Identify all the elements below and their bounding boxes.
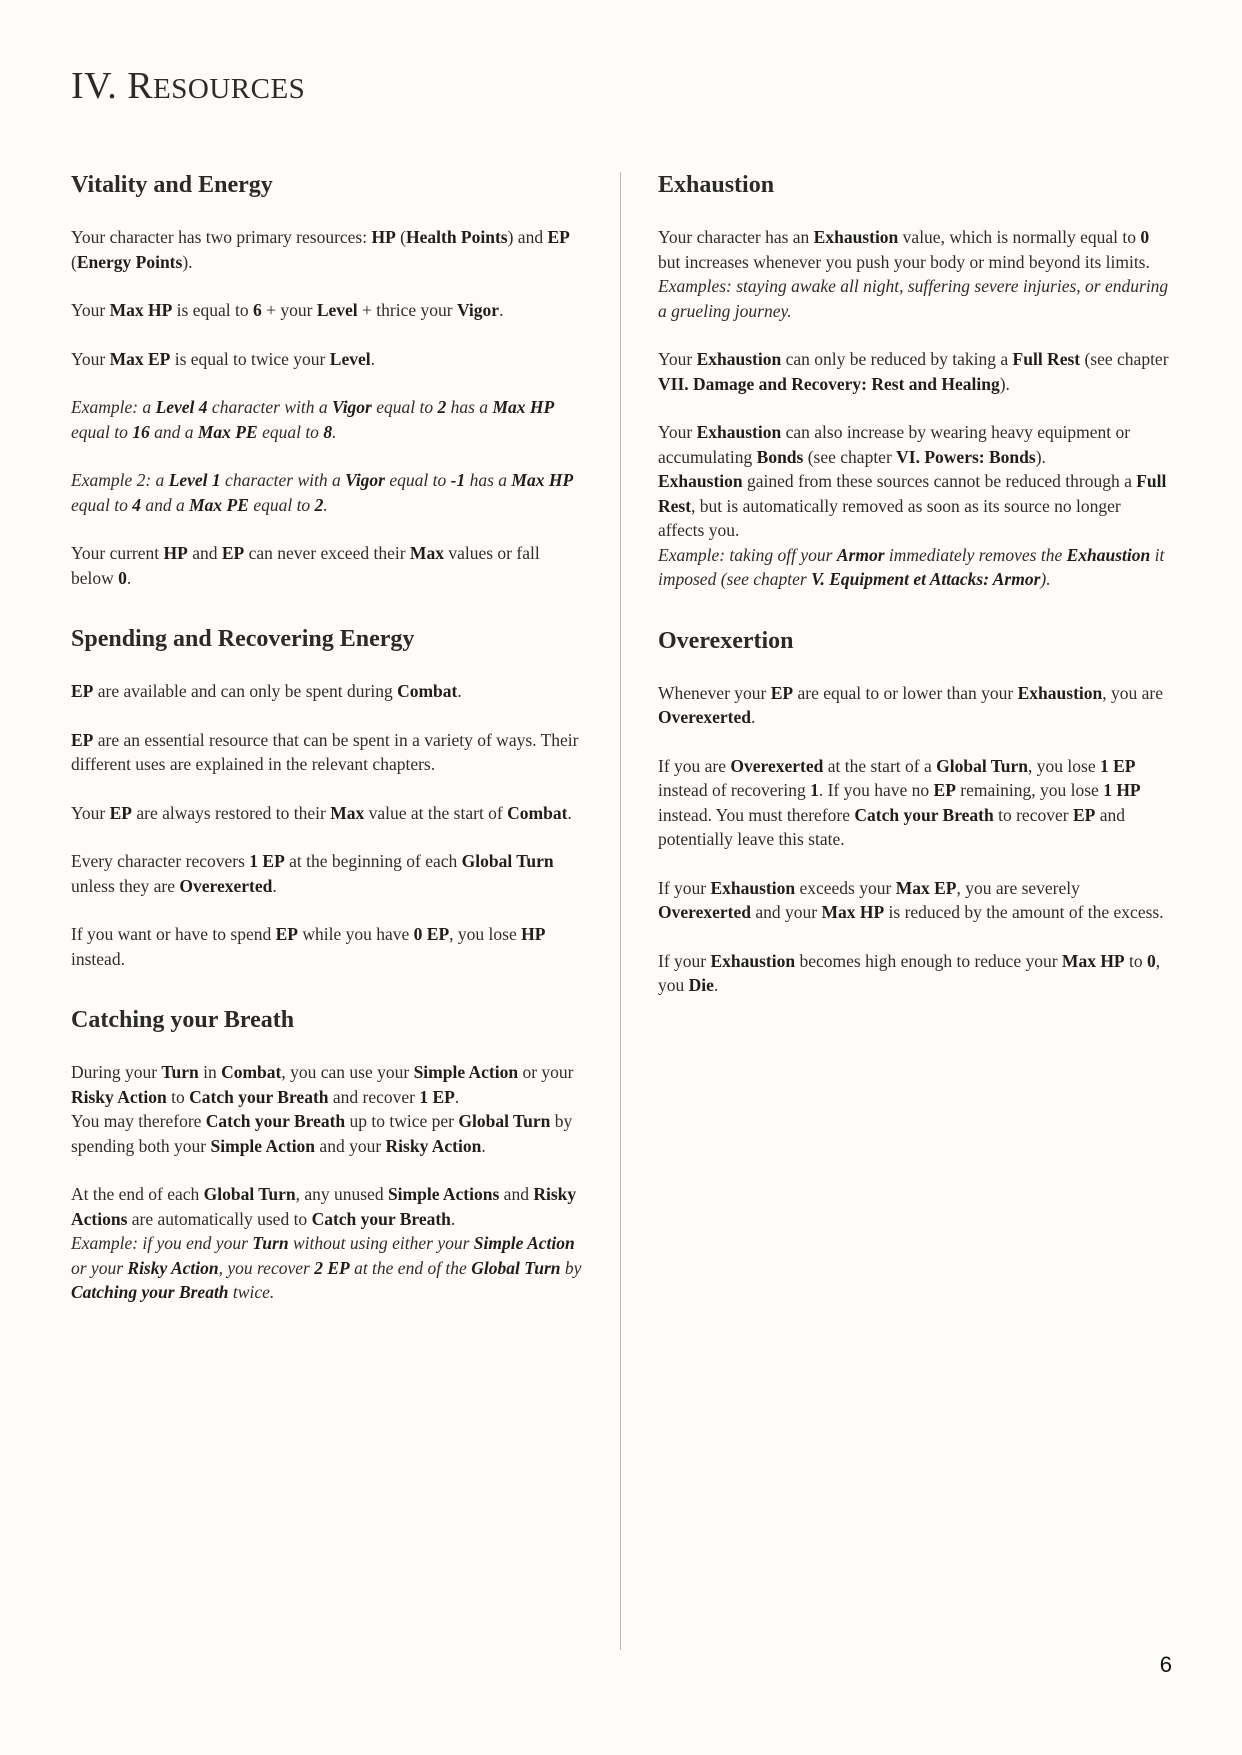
paragraph: Exhaustion gained from these sources cannot be reduced through a Full Rest, but is automatically removed as soon as its source no longer affects you.: [658, 471, 1167, 540]
section-vitality-and-energy: [71, 172, 583, 590]
paragraph: EP are available and can only be spent during Combat.: [71, 681, 462, 701]
page-title: [71, 64, 305, 108]
page-title-initial: IV. R: [71, 65, 154, 107]
example-text: Examples: staying awake all night, suffering severe injuries, or enduring a grueling journey.: [658, 276, 1169, 321]
paragraph: Your EP are always restored to their Max value at the start of Combat.: [71, 802, 572, 823]
example-paragraph: Example: taking off your Armor immediately removes the Exhaustion it imposed (see chapter V. Equipment et Attacks: Armor).: [658, 544, 1165, 589]
left-column: [71, 172, 583, 1341]
paragraph: If your Exhaustion exceeds your Max EP, you are severely Overexerted and your Max HP is reduced by the amount of the excess.: [658, 877, 1164, 922]
paragraph: Your Max EP is equal to twice your Level.: [71, 348, 375, 369]
section-exhaustion: [658, 172, 1170, 592]
paragraph: At the end of each Global Turn, any unused Simple Actions and Risky Actions are automatically used to Catch your Breath.: [71, 1184, 577, 1229]
paragraph: If your Exhaustion becomes high enough to reduce your Max HP to 0, you Die.: [658, 950, 1161, 995]
paragraph: Your character has two primary resources: HP (Health Points) and EP (Energy Points).: [71, 227, 570, 272]
section-heading: Spending and Recovering Energy: [71, 626, 415, 652]
paragraph: During your Turn in Combat, you can use your Simple Action or your Risky Action to Catch your Breath and recover 1 EP.: [71, 1062, 574, 1107]
page-title-rest: ESOURCES: [153, 73, 306, 105]
paragraph: If you want or have to spend EP while you have 0 EP, you lose HP instead.: [71, 924, 546, 969]
paragraph: If you are Overexerted at the start of a Global Turn, you lose 1 EP instead of recovering 1. If you have no EP remaining, you lose 1 HP instead. You must therefore Catch your Breath to recover EP and potentially leave this state.: [658, 755, 1141, 849]
paragraph: You may therefore Catch your Breath up to twice per Global Turn by spending both your Simple Action and your Risky Action.: [71, 1111, 573, 1156]
paragraph: Your Exhaustion can also increase by wearing heavy equipment or accumulating Bonds (see chapter VI. Powers: Bonds).: [658, 422, 1131, 467]
section-spending-and-recovering-energy: [71, 626, 583, 971]
page-number: 6: [1159, 1652, 1172, 1677]
example-paragraph: Example: if you end your Turn without using either your Simple Action or your Risky Action, you recover 2 EP at the end of the Global Turn by Catching your Breath twice.: [71, 1233, 582, 1302]
section-catching-your-breath: [71, 1007, 583, 1305]
paragraph: Your character has an Exhaustion value, which is normally equal to 0 but increases whenever you push your body or mind beyond its limits. Examples: staying awake all night, suffering severe injuries, or enduring a grueling journey.: [658, 227, 1169, 321]
paragraph: Your Exhaustion can only be reduced by taking a Full Rest (see chapter VII. Damage and Recovery: Rest and Healing).: [658, 349, 1169, 394]
section-heading: Overexertion: [658, 627, 794, 654]
section-heading: Catching your Breath: [71, 1007, 295, 1033]
paragraph: Your Max HP is equal to 6 + your Level + thrice your Vigor.: [71, 300, 504, 320]
section-heading: Exhaustion: [658, 172, 775, 198]
section-overexertion: [658, 628, 1170, 998]
section-heading: Vitality and Energy: [71, 172, 273, 198]
example-paragraph: Example 2: a Level 1 character with a Vigor equal to -1 has a Max HP equal to 4 and a Max PE equal to 2.: [71, 470, 574, 515]
example-paragraph: Example: a Level 4 character with a Vigor equal to 2 has a Max HP equal to 16 and a Max PE equal to 8.: [71, 397, 555, 442]
paragraph: Every character recovers 1 EP at the beginning of each Global Turn unless they are Overexerted.: [71, 851, 554, 896]
right-column: [658, 172, 1170, 1034]
paragraph: Whenever your EP are equal to or lower than your Exhaustion, you are Overexerted.: [658, 682, 1163, 727]
paragraph: EP are an essential resource that can be spent in a variety of ways. Their different uses are explained in the relevant chapters.: [71, 729, 579, 774]
paragraph: Your current HP and EP can never exceed their Max values or fall below 0.: [71, 543, 540, 588]
column-divider: [620, 172, 621, 1650]
